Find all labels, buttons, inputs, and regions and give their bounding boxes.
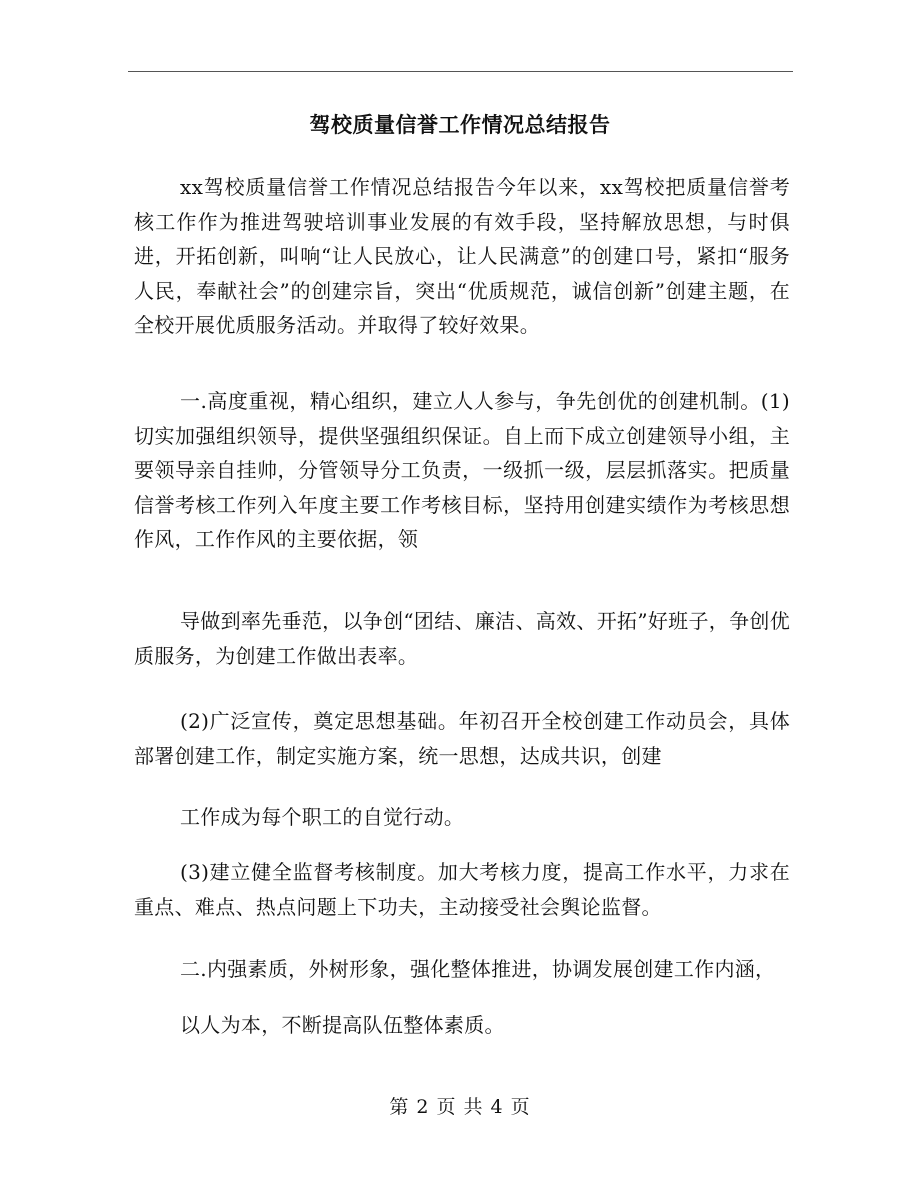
page-number: 第 2 页 共 4 页 (389, 1096, 531, 1118)
paragraph-section-2-continued: 以人为本，不断提高队伍整体素质。 (180, 1013, 505, 1037)
paragraph-item-3: (3)建立健全监督考核制度。加大考核力度，提高工作水平，力求在重点、难点、热点问题上下功夫，主动接受社会舆论监督。 (134, 860, 790, 919)
header-rule (128, 71, 793, 72)
paragraph-section-1-continued: 导做到率先垂范，以争创“团结、廉洁、高效、开拓”好班子，争创优质服务，为创建工作做出表率。 (134, 609, 790, 668)
paragraph-section-1: 一.高度重视，精心组织，建立人人参与，争先创优的创建机制。(1)切实加强组织领导，提供坚强组织保证。自上而下成立创建领导小组，主要领导亲自挂帅，分管领导分工负责，一级抓一级，层层抓落实。把质量信誉考核工作列入年度主要工作考核目标，坚持用创建实绩作为考核思想作风，工作作风的主要依据，领 (134, 389, 790, 551)
paragraph-intro: xx驾校质量信誉工作情况总结报告今年以来，xx驾校把质量信誉考核工作作为推进驾驶培训事业发展的有效手段，坚持解放思想，与时俱进，开拓创新，叫响“让人民放心，让人民满意”的创建口号，紧扣“服务人民，奉献社会”的创建宗旨，突出“优质规范，诚信创新”创建主题，在全校开展优质服务活动。并取得了较好效果。 (134, 175, 790, 337)
paragraph-section-2: 二.内强素质，外树形象，强化整体推进，协调发展创建工作内涵， (180, 957, 776, 981)
paragraph-item-2: (2)广泛宣传，奠定思想基础。年初召开全校创建工作动员会，具体部署创建工作，制定实施方案，统一思想，达成共识，创建 (134, 709, 790, 768)
paragraph-item-2-continued: 工作成为每个职工的自觉行动。 (180, 805, 465, 829)
document-title: 驾校质量信誉工作情况总结报告 (309, 113, 611, 137)
